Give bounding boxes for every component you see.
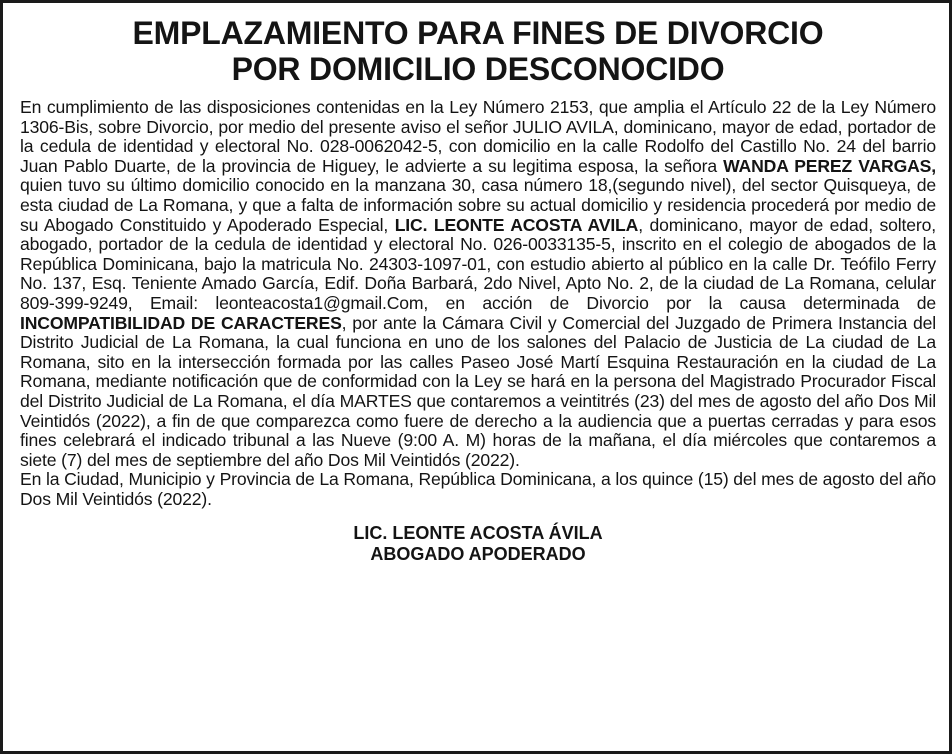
paragraph-text-3: , dominicano, mayor de edad, soltero, abogado, portador de la cedula de identidad y electoral No. 026-0033135-5, inscrito en el colegio de abogados de la República Dominicana, bajo la matricula No. 24303-1097-01, con estudio abierto al público en la calle Dr. Teófilo Ferry No. 137, Esq. Teniente Amado García, Edif. Doña Barbará, 2do Nivel, Apto No. 2, de la ciudad de La Romana, celular 809-399-9249, Email: leonteacosta1@gmail.Com, en acción de Divorcio por la causa determinada de	[20, 214, 936, 313]
lawyer-name-inline: LIC. LEONTE ACOSTA AVILA	[394, 214, 639, 235]
title-line-1: EMPLAZAMIENTO PARA FINES DE DIVORCIO	[132, 15, 824, 51]
main-paragraph	[20, 98, 936, 470]
notice-body	[20, 98, 936, 509]
notice-title	[20, 15, 936, 87]
signature-role: ABOGADO APODERADO	[370, 544, 586, 565]
paragraph-text-1: En cumplimiento de las disposiciones contenidas en la Ley Número 2153, que amplia el Artículo 22 de la Ley Número 1306-Bis, sobre Divorcio, por medio del presente aviso el señor JULIO AVILA, dominicano, mayor de edad, portador de la cedula de identidad y electoral No. 028-0062042-5, con domicilio en la calle Rodolfo del Castillo No. 24 del barrio Juan Pablo Duarte, de la provincia de Higuey, le advierte a su legitima esposa, la señora	[20, 97, 936, 176]
paragraph-text-4: , por ante la Cámara Civil y Comercial del Juzgado de Primera Instancia del Distrito Judicial de La Romana, la cual funciona en uno de los salones del Palacio de Justicia de La ciudad de La Romana, sito en la intersección formada por las calles Paseo José Martí Esquina Restauración en la ciudad de La Romana, mediante notificación que de conformidad con la Ley se hará en la persona del Magistrado Procurador Fiscal del Distrito Judicial de La Romana, el día MARTES que contaremos a veintitrés (23) del mes de agosto del año Dos Mil Veintidós (2022), a fin de que comparezca como fuere de derecho a la audiencia que a puertas cerradas y para esos fines celebrará el indicado tribunal a las Nueve (9:00 A. M) horas de la mañana, el día miércoles que contaremos a siete (7) del mes de septiembre del año Dos Mil Veintidós (2022).	[20, 312, 936, 470]
signature-block	[20, 523, 936, 565]
divorce-cause: INCOMPATIBILIDAD DE CARACTERES	[20, 312, 342, 333]
paragraph-text-2: quien tuvo su último domicilio conocido en la manzana 30, casa número 18,(segundo nivel), del sector Quisqueya, de esta ciudad de La Romana, y que a falta de información sobre su actual domicilio y residencia procederá por medio de su Abogado Constituido y Apoderado Especial,	[20, 175, 936, 235]
closing-paragraph: En la Ciudad, Municipio y Provincia de La Romana, República Dominicana, a los quince (15) del mes de agosto del año Dos Mil Veintidós (2022).	[20, 469, 936, 509]
signature-name: LIC. LEONTE ACOSTA ÁVILA	[353, 523, 603, 544]
title-line-2: POR DOMICILIO DESCONOCIDO	[231, 51, 725, 87]
respondent-name: WANDA PEREZ VARGAS,	[723, 155, 936, 176]
